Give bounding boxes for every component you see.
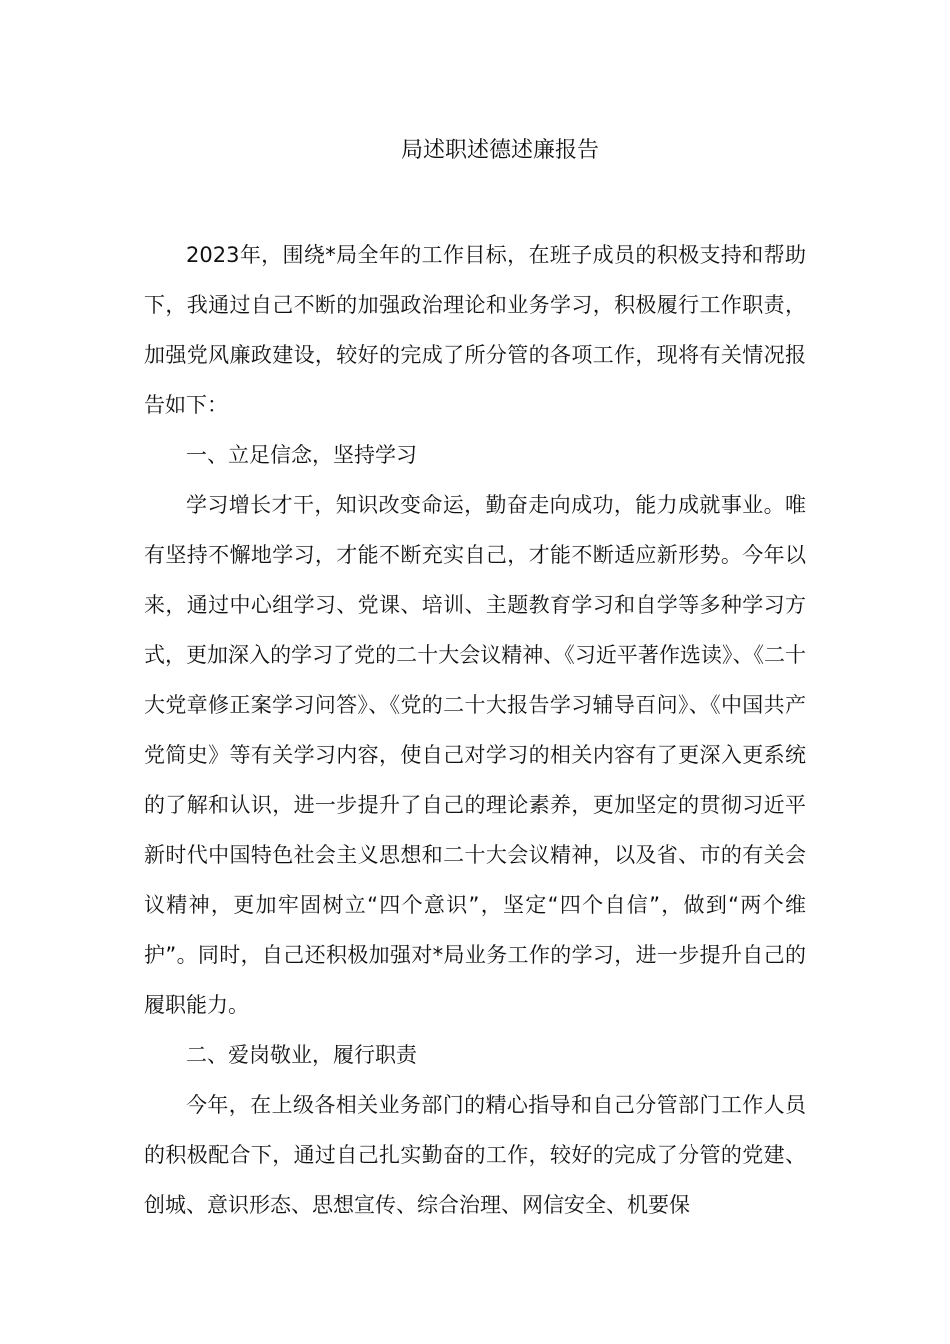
section-heading-2: 二、爱岗敬业，履行职责 xyxy=(186,1043,417,1067)
section-heading-1: 一、立足信念，坚持学习 xyxy=(186,443,417,467)
section-1-paragraph: 学习增长才干，知识改变命运，勤奋走向成功，能力成就事业。唯有坚持不懈地学习，才能不断充实自己，才能不断适应新形势。今年以来，通过中心组学习、党课、培训、主题教育学习和自学等多种学习方式，更加深入的学习了党的二十大会议精神、《习近平著作选读》、《二十大党章修正案学习问答》、《党的二十大报告学习辅导百问》、《中国共产党简史》等有关学习内容，使自己对学习的相关内容有了更深入更系统的了解和认识，进一步提升了自己的理论素养，更加坚定的贯彻习近平新时代中国特色社会主义思想和二十大会议精神，以及省、市的有关会议精神，更加牢固树立“四个意识”，坚定“四个自信”，做到“两个维护”。同时，自己还积极加强对*局业务工作的学习，进一步提升自己的履职能力。 xyxy=(144,493,806,1017)
section-2-paragraph: 今年，在上级各相关业务部门的精心指导和自己分管部门工作人员的积极配合下，通过自己扎实勤奋的工作，较好的完成了分管的党建、创城、意识形态、思想宣传、综合治理、网信安全、机要保 xyxy=(144,1093,806,1217)
intro-paragraph: 2023年，围绕*局全年的工作目标，在班子成员的积极支持和帮助下，我通过自己不断的加强政治理论和业务学习，积极履行工作职责，加强党风廉政建设，较好的完成了所分管的各项工作，现将有关情况报告如下： xyxy=(144,243,806,417)
document-body xyxy=(144,230,806,1230)
document-title: 局述职述德述廉报告 xyxy=(400,138,599,163)
